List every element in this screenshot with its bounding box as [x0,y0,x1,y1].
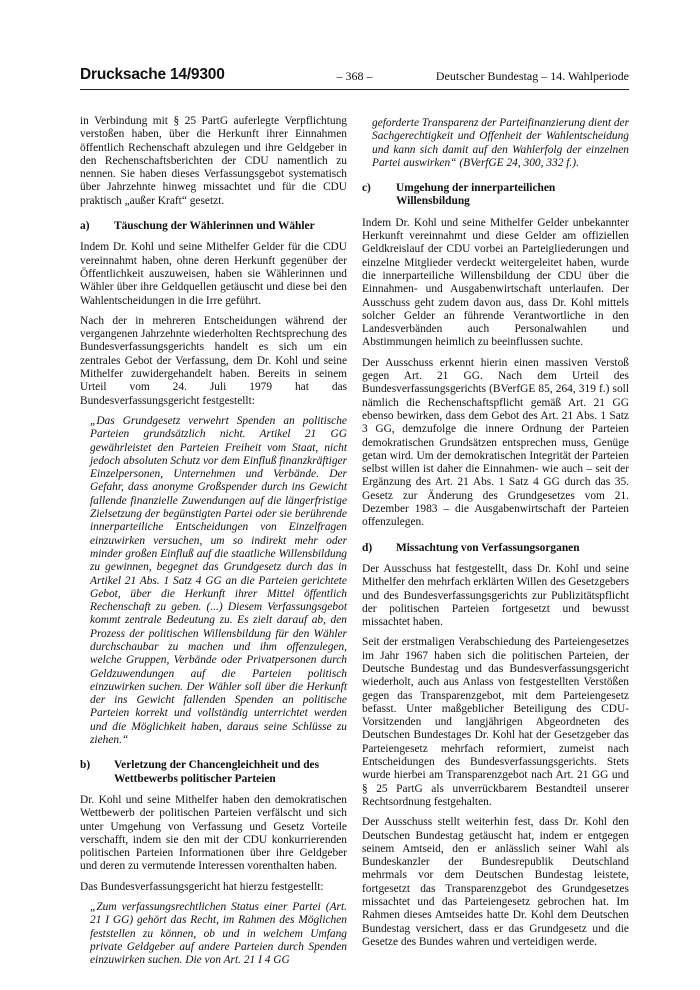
section-heading-d [362,542,629,555]
section-title: Umgehung der innerparteilichen Willensbildung [396,182,556,208]
section-heading-a [80,220,347,233]
document-label: Drucksache 14/9300 [80,66,225,83]
page-header [80,66,629,86]
section-title: Verletzung der Chancengleichheit und des Wettbewerbs politischer Parteien [114,759,320,785]
section-title: Missachtung von Verfassungsorganen [396,541,580,554]
page-number: – 368 – [336,69,373,83]
paragraph: Das Bundesverfassungsgericht hat hierzu festgestellt: [80,880,324,893]
left-column [80,115,347,975]
section-label: b) [80,759,91,772]
publisher-label: Deutscher Bundestag – 14. Wahlperiode [435,69,629,83]
paragraph: Der Ausschuss stellt weiterhin fest, dass Dr. Kohl den Deutschen Bundestag getäuscht hat, indem er entgegen seinem Amtseid, den er anlässlich seiner Wahl als Bundeskanzler der Bundesrepublik Deutschland mehrmals vor dem Deutschen Bundestag leistete, fortgesetzt das Transparenzgebot des Grundgesetzes missachtet und das Parteiengesetz gebrochen hat. Im Rahmen dieses Amtseides hatte Dr. Kohl dem Deutschen Bundestag versichert, dass er das Grundgesetz und die Gesetze des Bundes wahren und verteidigen werde. [362,816,629,948]
paragraph: Indem Dr. Kohl und seine Mithelfer Gelder unbekannter Herkunft vereinnahmt und diese Gelder am offiziellen Geldkreislauf der CDU vorbei an Parteigliederungen und einzelne Mitglieder verdeckt weitergeleitet haben, wurde die innerparteiliche Willensbildung der CDU über die Einnahmen- und Ausgabenwirtschaft unterlaufen. Der Ausschuss geht zudem davon aus, dass Dr. Kohl mittels solcher Gelder an führende Verantwortliche in den Landesverbänden auch Personalwahlen und Abstimmungen heimlich zu beeinflussen suchte. [362,216,629,349]
paragraph: Indem Dr. Kohl und seine Mithelfer Gelder für die CDU vereinnahmt haben, ohne deren Herkunft gegenüber der Öffentlichkeit auszuweisen, haben sie Wählerinnen und Wähler über ihre Geldquellen getäuscht und diese bei den Wahlentscheidungen in die Irre geführt. [80,241,347,307]
court-quote: „Zum verfassungsrechtlichen Status einer Partei (Art. 21 I GG) gehört das Recht, im Rahmen des Möglichen feststellen zu können, ob und in welchem Umfang private Geldgeber auf andere Parteien durch Spenden einzuwirken suchen. Die von Art. 21 I 4 GG [90,901,347,967]
court-quote-continued: geforderte Transparenz der Parteifinanzierung dient der Sachgerechtigkeit und Offenheit der Wahlentscheidung und kann sich damit auf den Wahlerfolg der einzelnen Partei auswirken“ (BVerfGE 24, 300, 332 f.). [372,117,630,169]
paragraph: Der Ausschuss erkennt hierin einen massiven Verstoß gegen Art. 21 GG. Nach dem Urteil des Bundesverfassungsgerichts (BVerfGE 85, 264, 319 f.) soll nämlich die Rechenschaftspflicht gemäß Art. 21 GG ebenso bewirken, dass dem Gebot des Art. 21 Abs. 1 Satz 3 GG, demzufolge die innere Ordnung der Parteien demokratischen Grundsätzen entsprechen muss, Genüge getan wird. Um der demokratischen Integrität der Parteien selbst willen ist daher die Einnahmen- wie auch – seit der Ergänzung des Art. 21 Abs. 1 Satz 4 GG durch das 35. Gesetz zur Änderung des Grundgesetzes vom 21. Dezember 1983 – die Ausgabenwirtschaft der Parteien offenzulegen. [362,356,629,529]
court-quote: „Das Grundgesetz verwehrt Spenden an politische Parteien grundsätzlich nicht. Artikel 21 GG gewährleistet den Parteien Freiheit vom Staat, nicht jedoch absoluten Schutz vor dem Einfluß finanzkräftiger Einzelpersonen, Unternehmen und Verbände. Der Gefahr, dass anonyme Großspender durch ins Gewicht fallende finanzielle Zuwendungen auf die längerfristige Zielsetzung der begünstigten Partei oder sie berührende innerparteiliche Entscheidungen von Einzelfragen einzuwirken versuchen, um so indirekt mehr oder minder großen Einfluß auf die staatliche Willensbildung zu gewinnen, begegnet das Grundgesetz durch das in Artikel 21 Abs. 1 Satz 4 GG an die Parteien gerichtete Gebot, über die Herkunft ihrer Mittel öffentlich Rechenschaft zu geben. (...) Diesem Verfassungsgebot kommt zentrale Bedeutung zu. Es zielt darauf ab, den Prozess der politischen Willensbildung für den Wähler durchschaubar zu machen und ihm offenzulegen, welche Gruppen, Verbände oder Privatpersonen durch Geldzuwendungen auf die Parteien politisch einzuwirken suchen. Der Wähler soll über die Herkunft der ins Gewicht fallenden Spenden an politische Parteien korrekt und vollständig unterrichtet werden und die Möglichkeit haben, daraus seine Schlüsse zu ziehen.“ [90,414,347,747]
section-title: Täuschung der Wählerinnen und Wähler [114,220,315,233]
section-heading-c [362,182,629,209]
section-heading-b [80,759,347,786]
section-label: a) [80,220,90,233]
paragraph: in Verbindung mit § 25 PartG auferlegte Verpflichtung verstoßen haben, über die Herkunft ihrer Einnahmen öffentlich Rechenschaft abzulegen und ihre Geldgeber in den Rechenschaftsberichten der CDU namentlich zu nennen. Sie haben dieses Verfassungsgebot systematisch über Jahrzehnte hinweg missachtet und für die CDU praktisch „außer Kraft“ gesetzt. [80,115,347,207]
section-label: c) [362,182,371,195]
header-divider [80,89,629,90]
paragraph: Seit der erstmaligen Verabschiedung des Parteiengesetzes im Jahr 1967 haben sich die politischen Parteien, der Deutsche Bundestag und das Bundesverfassungsgericht wiederholt, auch aus Anlass von festgestellten Verstößen gegen das Transparenzgebot, mit dem Parteiengesetz befasst. Unter maßgeblicher Beteiligung des CDU-Vorsitzenden und langjährigen Abgeordneten des Deutschen Bundestages Dr. Kohl hat der Gesetzgeber das Parteiengesetz mehrfach reformiert, zumeist nach Entscheidungen des Bundesverfassungsgerichts. Stets wurde hierbei am Transparenzgebot nach Art. 21 GG und § 25 PartG als unverrückbarem Bestandteil unserer Rechtsordnung festgehalten. [362,636,629,808]
paragraph: Der Ausschuss hat festgestellt, dass Dr. Kohl und seine Mithelfer den mehrfach erklärten Willen des Gesetzgebers und des Bundesverfassungsgerichts zur Publizitätspflicht der politischen Parteien fortgesetzt und bewusst missachtet haben. [362,562,629,629]
right-column [362,117,629,956]
section-label: d) [362,541,373,554]
paragraph: Dr. Kohl und seine Mithelfer haben den demokratischen Wettbewerb der politischen Parteien verfälscht und sich unter Umgehung von Verfassung und Gesetz Vorteile verschafft, indem sie den mit der CDU konkurrierenden politischen Parteien Informationen über ihre Geldgeber und deren zu vermutende Interessen vorenthalten haben. [80,793,347,873]
paragraph: Nach der in mehreren Entscheidungen während der vergangenen Jahrzehnte wiederholten Rechtsprechung des Bundesverfassungsgerichts handelt es sich um ein zentrales Gebot der Verfassung, dem Dr. Kohl und seine Mithelfer zuwidergehandelt haben. Bereits in seinem Urteil vom 24. Juli 1979 hat das Bundesverfassungsgericht festgestellt: [80,314,347,407]
